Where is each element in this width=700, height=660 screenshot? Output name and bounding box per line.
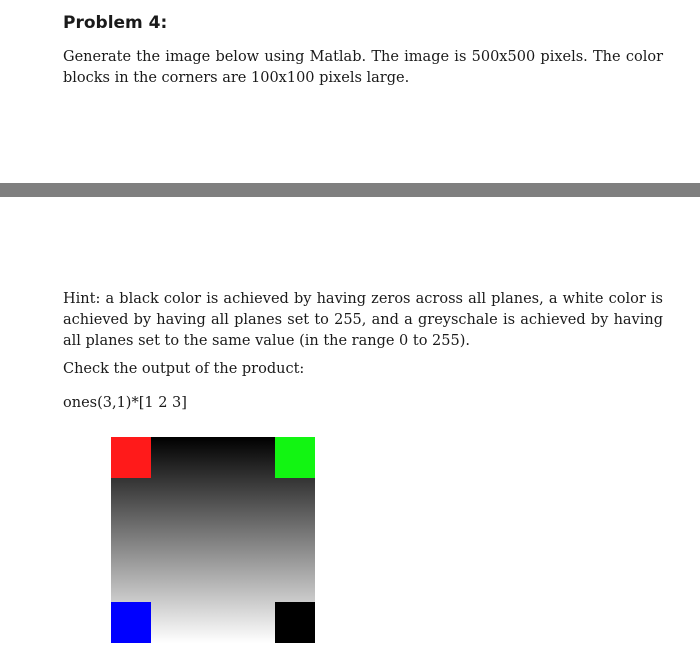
target-gradient-image bbox=[111, 437, 315, 643]
check-instruction: Check the output of the product: bbox=[63, 361, 305, 377]
problem-title: Problem 4: bbox=[63, 13, 168, 33]
corner-block-blue bbox=[111, 602, 151, 643]
corner-block-red bbox=[111, 437, 151, 478]
problem-description: Generate the image below using Matlab. The image is 500x500 pixels. The color blocks in the corners are 100x100 pixels large. bbox=[63, 49, 663, 86]
corner-block-black bbox=[275, 602, 315, 643]
code-expression: ones(3,1)*[1 2 3] bbox=[63, 395, 187, 411]
hint-text: Hint: a black color is achieved by having zeros across all planes, a white color is achieved by having all planes set to 255, and a greyschale is achieved by having all planes set to the same value (in the range 0 to 255). bbox=[63, 291, 663, 349]
divider-bar bbox=[0, 183, 700, 197]
corner-block-green bbox=[275, 437, 315, 478]
